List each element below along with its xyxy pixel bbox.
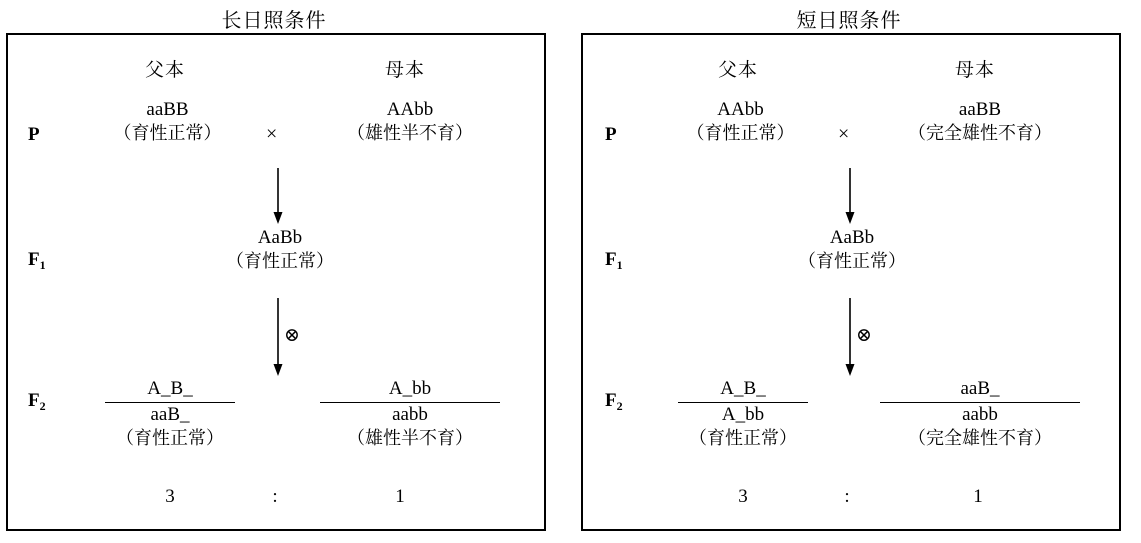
- arrow-p-to-f1: [270, 168, 290, 224]
- ratio-right: 1: [973, 486, 983, 507]
- ratio-colon: :: [272, 486, 278, 507]
- p-father-phenotype: （育性正常）: [113, 122, 222, 143]
- p-mother: [880, 98, 1080, 144]
- generation-label-f1-letter: F: [605, 249, 617, 270]
- generation-label-f1: [605, 249, 623, 271]
- f2-right-genotype-1: aaB_: [880, 377, 1080, 403]
- ratio-left: 3: [165, 486, 175, 507]
- generation-label-f2-letter: F: [605, 390, 617, 411]
- selfing-symbol: ⊗: [856, 325, 872, 346]
- f2-left-phenotype: （育性正常）: [116, 427, 224, 448]
- p-mother-phenotype: （雄性半不育）: [347, 122, 473, 143]
- p-father-phenotype: （育性正常）: [686, 122, 795, 143]
- p-father-genotype: aaBB: [146, 99, 189, 120]
- p-mother: [320, 98, 500, 144]
- arrow-p-to-f1: [842, 168, 862, 224]
- f2-right-group: [880, 377, 1080, 449]
- f1-genotype: AaBb: [257, 227, 303, 248]
- f2-right-phenotype: （雄性半不育）: [347, 427, 473, 448]
- f2-left-group: [105, 377, 235, 449]
- panel-title: 长日照条件: [221, 10, 327, 32]
- generation-label-f1-sub: 1: [39, 258, 46, 272]
- generation-label-f2: [28, 390, 46, 412]
- p-mother-phenotype: （完全雄性不育）: [908, 122, 1052, 143]
- column-header-father: 父本: [144, 60, 185, 81]
- p-father: [668, 98, 813, 144]
- p-father: [95, 98, 240, 144]
- generation-label-f2-sub: 2: [39, 399, 46, 413]
- generation-label-p: P: [28, 124, 40, 145]
- cross-symbol: ×: [838, 123, 850, 145]
- panel-title: 短日照条件: [796, 10, 902, 32]
- ratio-colon: :: [844, 486, 850, 507]
- f2-left-genotype-2: A_bb: [721, 403, 765, 425]
- generation-label-f2: [605, 390, 623, 412]
- column-header-father: 父本: [717, 60, 758, 81]
- panel-short-day: [575, 0, 1123, 543]
- p-father-genotype: AAbb: [717, 99, 764, 120]
- f2-right-group: [320, 377, 500, 449]
- cross-symbol: ×: [266, 123, 278, 145]
- column-header-mother: 母本: [954, 60, 995, 81]
- f2-left-genotype-1: A_B_: [678, 377, 808, 403]
- generation-label-f1-sub: 1: [616, 258, 623, 272]
- f1-offspring: [195, 226, 365, 272]
- p-mother-genotype: AAbb: [386, 99, 434, 120]
- f2-right-phenotype: （完全雄性不育）: [908, 427, 1052, 448]
- f2-left-phenotype: （育性正常）: [689, 427, 797, 448]
- f2-left-genotype-2: aaB_: [150, 403, 190, 425]
- f1-phenotype: （育性正常）: [798, 250, 906, 271]
- p-mother-genotype: aaBB: [958, 99, 1002, 120]
- ratio-left: 3: [738, 486, 748, 507]
- f2-right-genotype-2: aabb: [392, 403, 428, 425]
- generation-label-f2-letter: F: [28, 390, 40, 411]
- f2-left-genotype-1: A_B_: [105, 377, 235, 403]
- column-header-mother: 母本: [384, 60, 425, 81]
- f1-genotype: AaBb: [829, 227, 875, 248]
- generation-label-f1: [28, 249, 46, 271]
- f2-right-genotype-1: A_bb: [320, 377, 500, 403]
- generation-label-f2-sub: 2: [616, 399, 623, 413]
- f2-left-group: [678, 377, 808, 449]
- selfing-symbol: ⊗: [284, 325, 300, 346]
- generation-label-p: P: [605, 124, 617, 145]
- f2-right-genotype-2: aabb: [962, 403, 998, 425]
- generation-label-f1-letter: F: [28, 249, 40, 270]
- f1-phenotype: （育性正常）: [226, 250, 334, 271]
- ratio-right: 1: [395, 486, 405, 507]
- panel-long-day: [0, 0, 548, 543]
- f1-offspring: [767, 226, 937, 272]
